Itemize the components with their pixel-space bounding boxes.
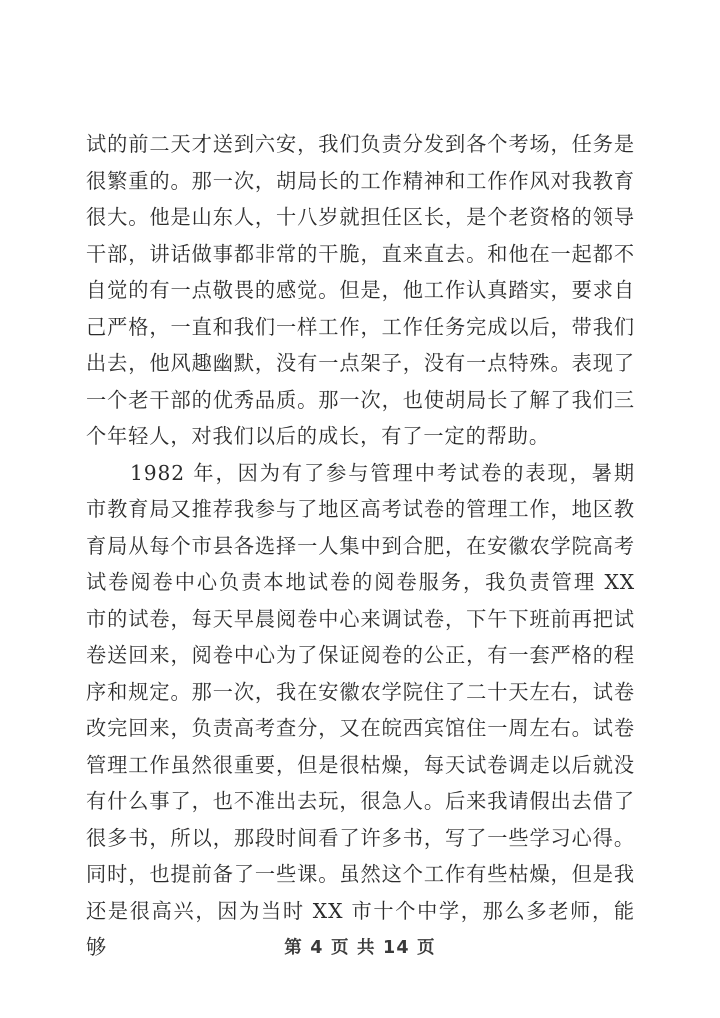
page-footer	[0, 936, 720, 960]
document-body	[86, 126, 635, 966]
paragraph-continuation: 试的前二天才送到六安，我们负责分发到各个考场，任务是很繁重的。那一次，胡局长的工作精神和工作作风对我教育很大。他是山东人，十八岁就担任区长，是个老资格的领导干部，讲话做事都非常的干脆，直来直去。和他在一起都不自觉的有一点敬畏的感觉。但是，他工作认真踏实，要求自己严格，一直和我们一样工作，工作任务完成以后，带我们出去，他风趣幽默，没有一点架子，没有一点特殊。表现了一个老干部的优秀品质。那一次，也使胡局长了解了我们三个年轻人，对我们以后的成长，有了一定的帮助。	[86, 132, 635, 448]
paragraph-1982: 1982 年，因为有了参与管理中考试卷的表现，暑期市教育局又推荐我参与了地区高考试卷的管理工作，地区教育局从每个市县各选择一人集中到合肥，在安徽农学院高考试卷阅卷中心负责本地试卷的阅卷服务，我负责管理 XX 市的试卷，每天早晨阅卷中心来调试卷，下午下班前再把试卷送回来，阅卷中心为了保证阅卷的公正，有一套严格的程序和规定。那一次，我在安徽农学院住了二十天左右，试卷改完回来，负责高考查分，又在皖西宾馆住一周左右。试卷管理工作虽然很重要，但是很枯燥，每天试卷调走以后就没有什么事了，也不准出去玩，很急人。后来我请假出去借了很多书，所以，那段时间看了许多书，写了一些学习心得。同时，也提前备了一些课。虽然这个工作有些枯燥，但是我还是很高兴，因为当时 XX 市十个中学，那么多老师，能够	[86, 460, 635, 959]
page-number-label: 第 4 页 共 14 页	[284, 938, 436, 958]
